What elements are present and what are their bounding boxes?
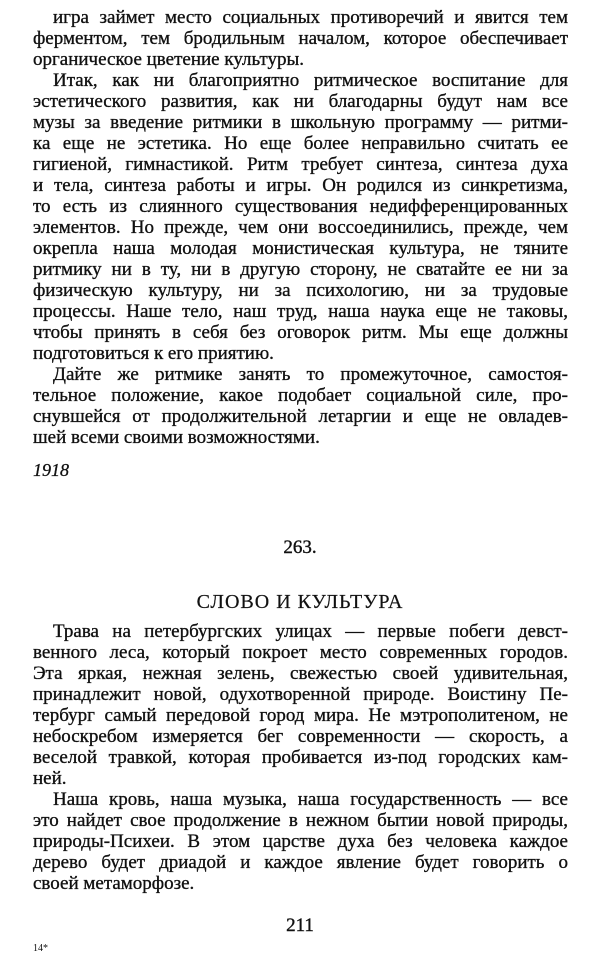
text-line: ней. [33, 768, 67, 789]
text-line: музы за введение ритмики в школьную программу — ритми- [33, 112, 568, 133]
text-line: венного леса, который покроет место современных городов. [33, 642, 568, 663]
page-number: 211 [286, 915, 314, 936]
text-line: шей всеми своими возможностями. [33, 427, 320, 448]
text-line: веселой травкой, которая пробивается из-под городских кам- [33, 747, 568, 768]
text-line: Эта яркая, нежная зелень, свежестью своей удивительная, [33, 663, 568, 684]
date: 1918 [33, 460, 69, 480]
text-line: игра займет место социальных противоречий и явится тем [53, 7, 568, 28]
text-line: дерево будет дриадой и каждое явление будет говорить о [33, 852, 568, 873]
text-line: тербург самый передовой город мира. Не мэтрополитеном, не [33, 705, 568, 726]
text-line: процессы. Наше тело, наш труд, наша наука еще не таковы, [33, 301, 568, 322]
signature-mark: 14* [33, 943, 48, 954]
text-line: Итак, как ни благоприятно ритмическое воспитание для [53, 70, 568, 91]
text-line: чтобы принять в себя без оговорок ритм. Мы еще должны [33, 322, 568, 343]
text-line: ферментом, тем бродильным началом, которое обеспечивает [33, 28, 568, 49]
text-line: эстетического развития, как ни благодарны будут нам все [33, 91, 568, 112]
text-line: принадлежит новой, одухотворенной природе. Воистину Пе- [33, 684, 568, 705]
text-line: ка еще не эстетика. Но еще более неправильно считать ее [33, 133, 568, 154]
section-title: СЛОВО И КУЛЬТУРА [196, 591, 404, 613]
text-line: окрепла наша молодая монистическая культура, не тяните [33, 238, 568, 259]
text-line: подготовиться к его приятию. [33, 343, 274, 364]
text-line: физическую культуру, ни за психологию, ни за трудовые [33, 280, 568, 301]
text-line: то есть из слиянного существования недифференцированных [33, 196, 568, 217]
text-line: своей метаморфозе. [33, 873, 195, 894]
text-line: снувшейся от продолжительной летаргии и еще не овладев- [33, 406, 568, 427]
text-line: Наша кровь, наша музыка, наша государственность — все [53, 789, 568, 810]
section-2-text [33, 621, 568, 894]
text-line: тельное положение, какое подобает социальной силе, про- [33, 385, 568, 406]
text-line: это найдет свое продолжение в нежном бытии новой природы, [33, 810, 568, 831]
text-line: ритмику ни в ту, ни в другую сторону, не сватайте ее ни за [33, 259, 568, 280]
text-line: Трава на петербургских улицах — первые побеги девст- [53, 621, 568, 642]
section-number: 263. [283, 537, 317, 558]
text-line: гигиеной, гимнастикой. Ритм требует синтеза, синтеза духа [33, 154, 568, 175]
section-1-text [33, 7, 568, 448]
text-line: и тела, синтеза работы и игры. Он родился из синкретизма, [33, 175, 568, 196]
text-line: природы-Психеи. В этом царстве духа без человека каждое [33, 831, 568, 852]
text-line: Дайте же ритмике занять то промежуточное, самостоя- [53, 364, 568, 385]
text-line: элементов. Но прежде, чем они воссоединились, прежде, чем [33, 217, 568, 238]
text-line: органическое цветение культуры. [33, 49, 304, 70]
text-line: небоскребом измеряется бег современности — скорость, а [33, 726, 568, 747]
